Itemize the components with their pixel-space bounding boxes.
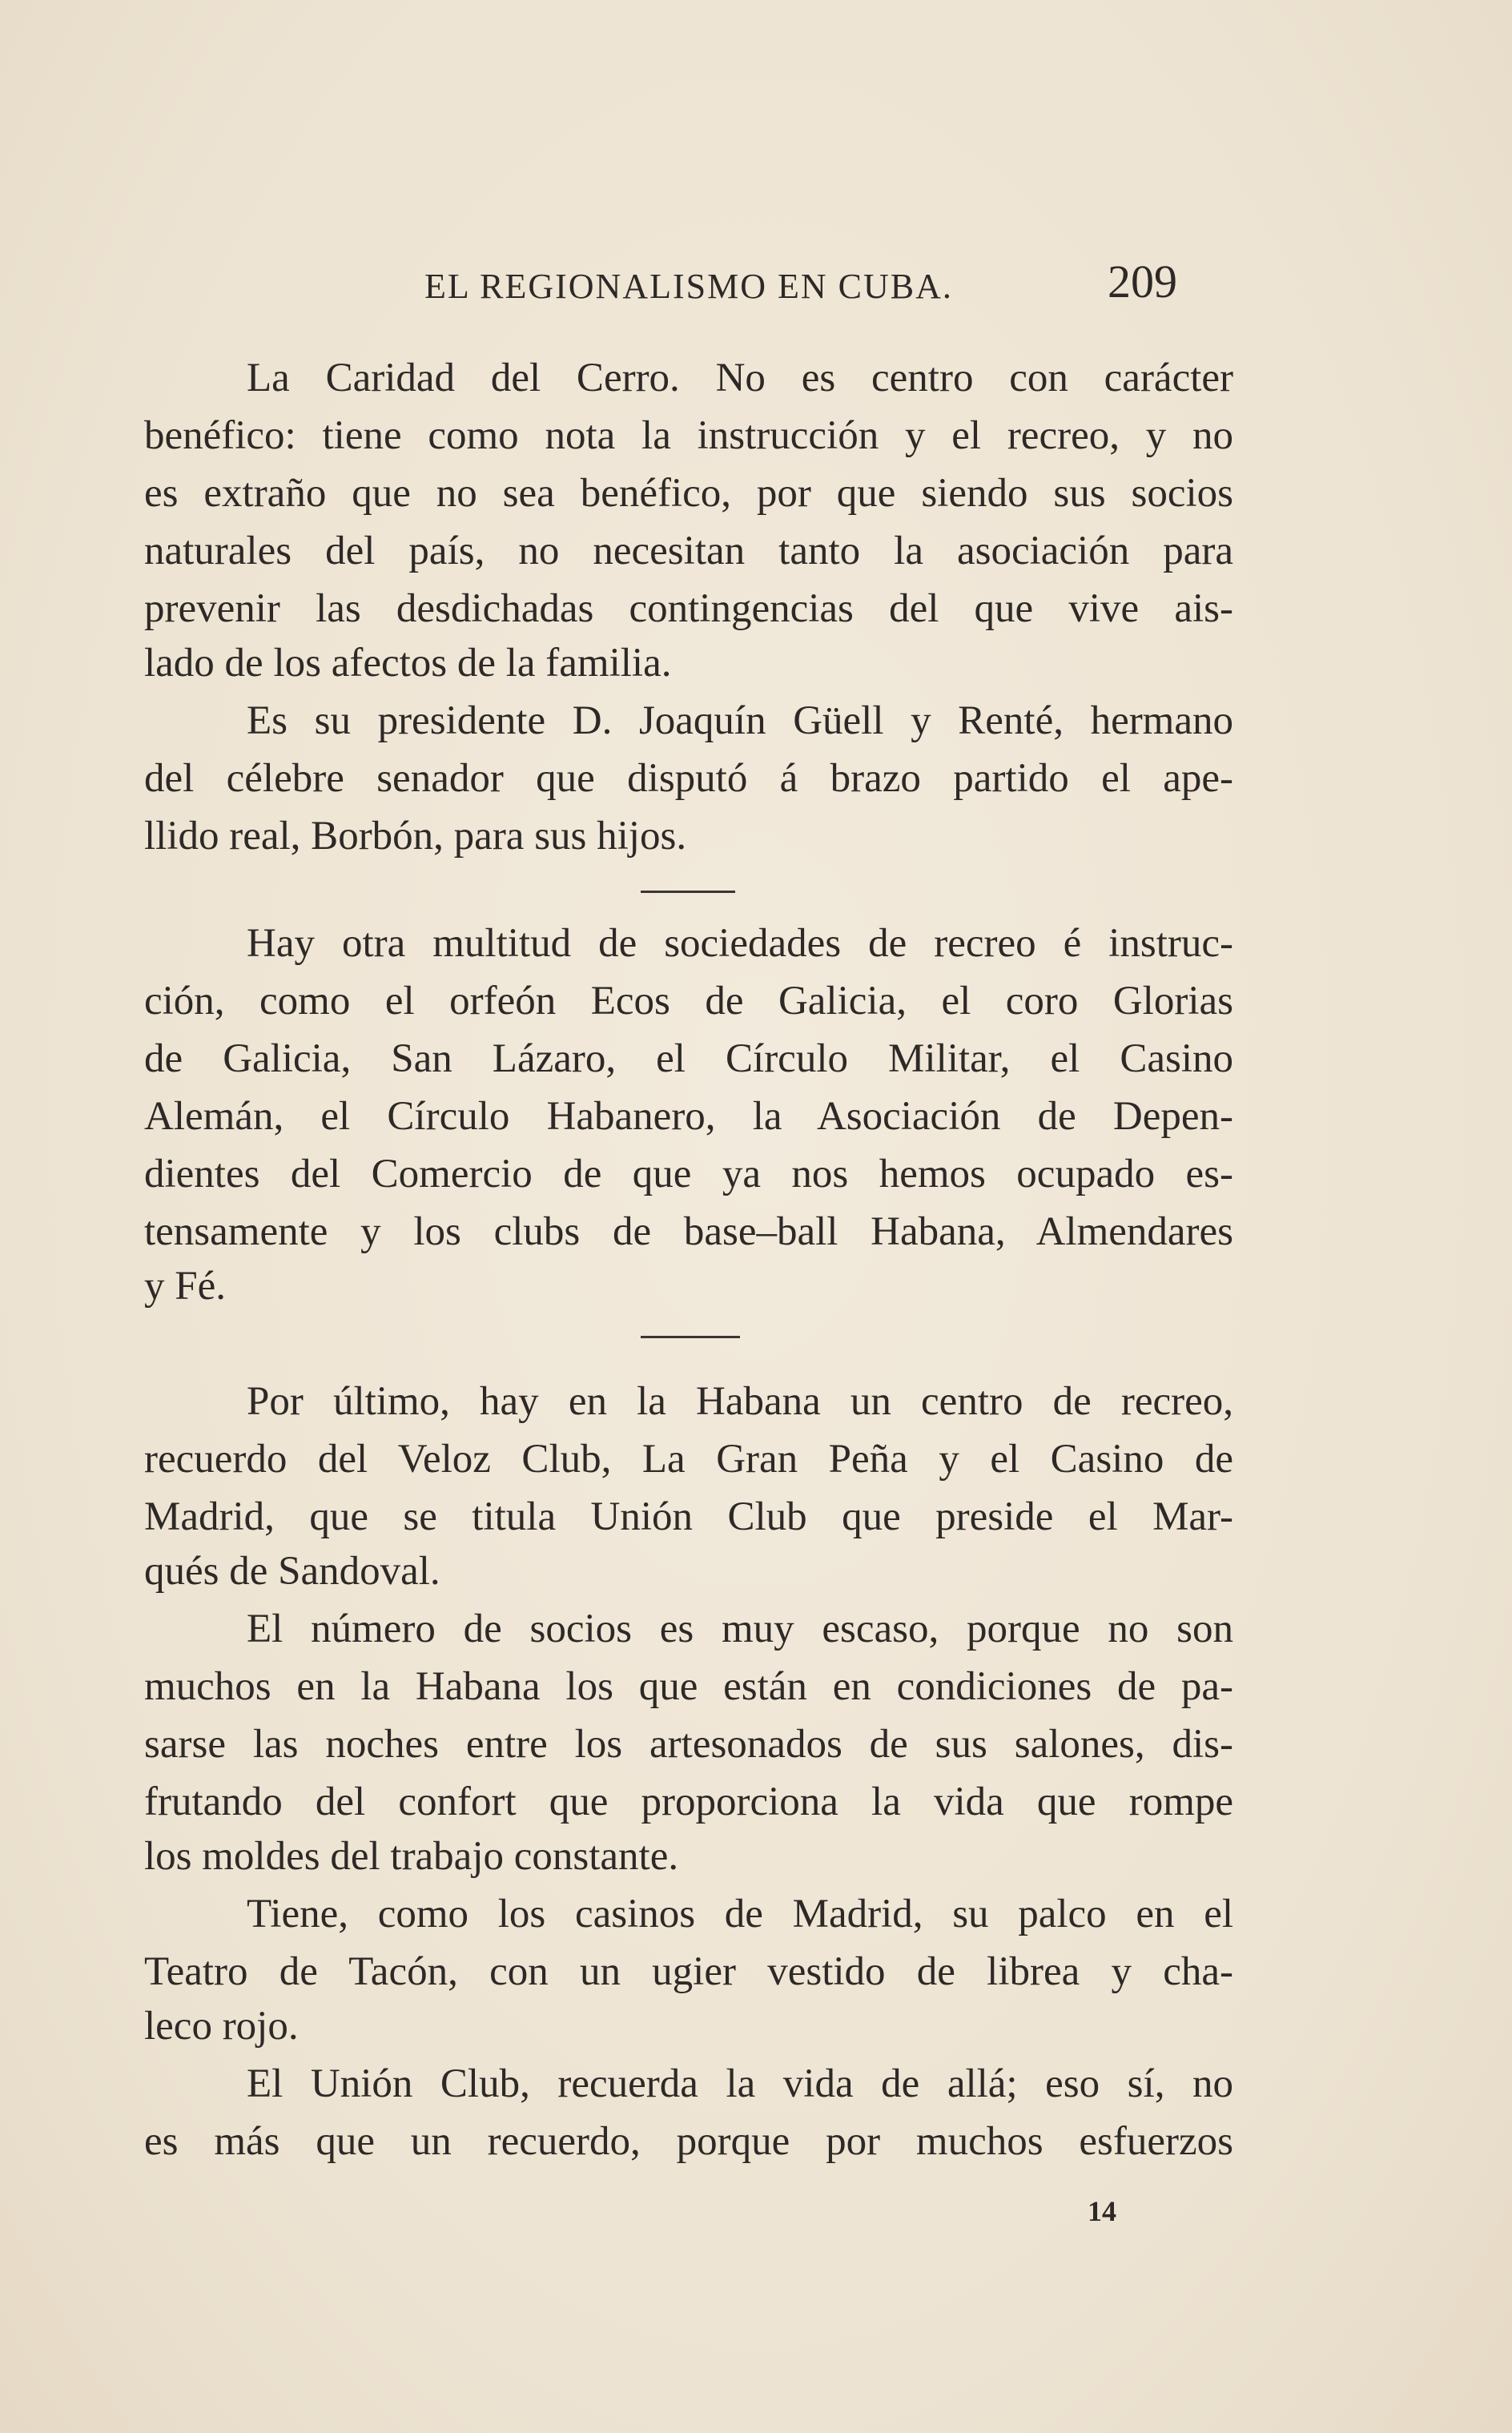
section-divider (641, 891, 735, 893)
text-line: es más que un recuerdo, porque por muchos esfuerzos (144, 2119, 1233, 2164)
text-line: de Galicia, San Lázaro, el Círculo Militar, el Casino (144, 1036, 1233, 1081)
text-line: del célebre senador que disputó á brazo partido el ape- (144, 756, 1233, 801)
text-line: La Caridad del Cerro. No es centro con carácter (247, 356, 1233, 400)
text-line: es extraño que no sea benéfico, por que siendo sus socios (144, 471, 1233, 516)
text-line: El número de socios es muy escaso, porque no son (247, 1607, 1233, 1651)
text-line: Tiene, como los casinos de Madrid, su palco en el (247, 1892, 1233, 1936)
text-line: Por último, hay en la Habana un centro de recreo, (247, 1379, 1233, 1424)
running-title: EL REGIONALISMO EN CUBA. (424, 267, 953, 306)
text-line: tensamente y los clubs de base–ball Habana, Almendares (144, 1209, 1233, 1254)
text-line: frutando del confort que proporciona la vida que rompe (144, 1780, 1233, 1824)
text-line: llido real, Borbón, para sus hijos. (144, 814, 687, 859)
text-line: benéfico: tiene como nota la instrucción y el recreo, y no (144, 413, 1233, 458)
text-line: naturales del país, no necesitan tanto la asociación para (144, 529, 1233, 573)
section-divider (641, 1336, 740, 1338)
text-line: ción, como el orfeón Ecos de Galicia, el coro Glorias (144, 979, 1233, 1023)
text-line: prevenir las desdichadas contingencias del que vive ais- (144, 586, 1233, 631)
text-line: Es su presidente D. Joaquín Güell y Renté, hermano (247, 698, 1233, 743)
text-line: Teatro de Tacón, con un ugier vestido de librea y cha- (144, 1949, 1233, 1994)
text-line: Alemán, el Círculo Habanero, la Asociación de Depen- (144, 1094, 1233, 1139)
text-line: muchos en la Habana los que están en condiciones de pa- (144, 1664, 1233, 1709)
text-line: leco rojo. (144, 2004, 299, 2049)
text-line: qués de Sandoval. (144, 1549, 440, 1594)
text-line: dientes del Comercio de que ya nos hemos ocupado es- (144, 1152, 1233, 1196)
text-line: El Unión Club, recuerda la vida de allá; eso sí, no (247, 2061, 1233, 2106)
text-line: Hay otra multitud de sociedades de recreo é instruc- (247, 921, 1233, 966)
text-line: Madrid, que se titula Unión Club que preside el Mar- (144, 1494, 1233, 1539)
text-line: y Fé. (144, 1264, 226, 1309)
text-line: lado de los afectos de la familia. (144, 641, 672, 686)
page-header (144, 255, 1177, 311)
text-line: recuerdo del Veloz Club, La Gran Peña y el Casino de (144, 1437, 1233, 1482)
signature-mark: 14 (1088, 2195, 1116, 2227)
text-line: los moldes del trabajo constante. (144, 1834, 679, 1879)
page-number: 209 (1108, 255, 1177, 308)
text-line: sarse las noches entre los artesonados de sus salones, dis- (144, 1722, 1233, 1767)
